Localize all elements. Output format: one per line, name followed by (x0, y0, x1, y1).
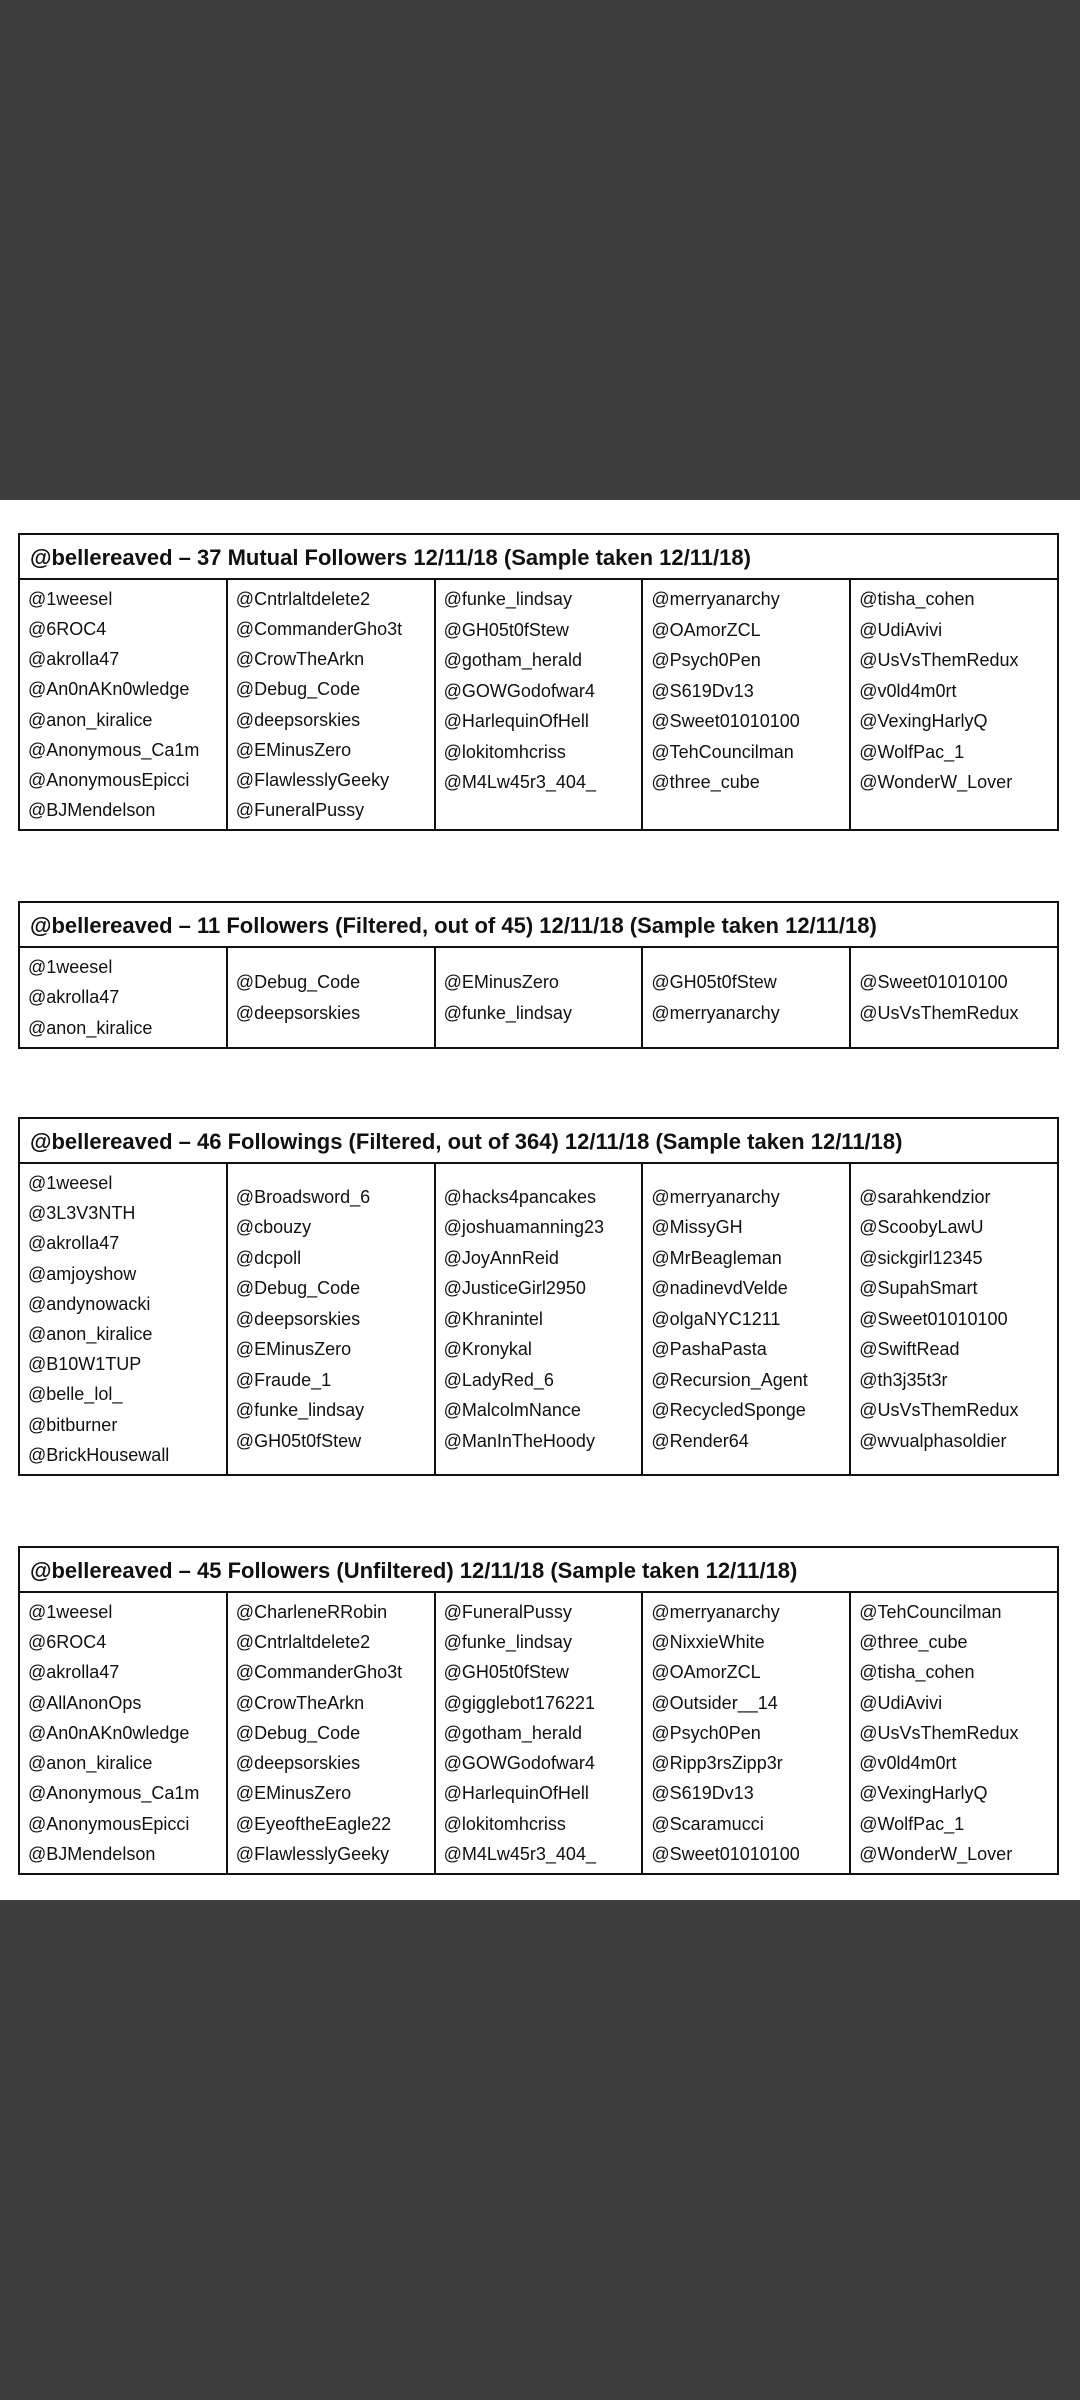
table-cell: @CrowTheArkn (235, 649, 365, 670)
table-cell: @JusticeGirl2950 (443, 1278, 586, 1299)
table-cell: @Anonymous_Ca1m (28, 1783, 200, 1804)
table-column (228, 1593, 436, 1873)
table-cell: @joshuamanning23 (443, 1217, 604, 1238)
table-body (20, 948, 1057, 1047)
table-column (436, 1593, 644, 1873)
table-cell: @HarlequinOfHell (443, 1783, 589, 1804)
table-cell: @Debug_Code (235, 1278, 361, 1299)
table-cell: @belle_lol_ (28, 1384, 123, 1405)
unfiltered-followers-table (18, 1546, 1059, 1875)
table-cell: @anon_kiralice (28, 709, 153, 730)
table-cell: @FlawlesslyGeeky (235, 769, 390, 790)
table-cell: @deepsorskies (235, 1002, 361, 1023)
table-cell: @tisha_cohen (859, 589, 975, 609)
table-cell: @1weesel (28, 1602, 113, 1623)
table-cell: @anon_kiralice (28, 1324, 153, 1344)
table-cell: @An0nAKn0wledge (28, 1722, 190, 1743)
table-cell: @merryanarchy (651, 589, 780, 609)
table-cell: @VexingHarlyQ (859, 711, 988, 731)
table-cell: @FuneralPussy (235, 799, 365, 820)
table-cell: @EyeoftheEagle22 (235, 1813, 392, 1834)
table-cell: @CommanderGho3t (235, 619, 403, 640)
table-column (20, 948, 228, 1047)
table-cell: @TehCouncilman (859, 1602, 1002, 1623)
table-cell: @OAmorZCL (651, 1662, 761, 1683)
table-cell: @RecycledSponge (651, 1400, 806, 1421)
table-cell: @Recursion_Agent (651, 1369, 808, 1390)
table-cell: @Psych0Pen (651, 1722, 761, 1743)
table-cell: @UsVsThemRedux (859, 1002, 1019, 1023)
table-cell: @OAmorZCL (651, 619, 761, 640)
table-cell: @FlawlesslyGeeky (235, 1843, 390, 1864)
table-column (436, 1164, 644, 1474)
table-cell: @BJMendelson (28, 799, 156, 820)
table-cell: @Sweet01010100 (651, 711, 800, 731)
table-column (851, 580, 1057, 829)
table-cell: @funke_lindsay (443, 1002, 572, 1023)
table-cell: @GOWGodofwar4 (443, 680, 595, 701)
table-cell: @LadyRed_6 (443, 1369, 554, 1390)
table-column (851, 948, 1057, 1047)
table-cell: @sarahkendzior (859, 1186, 991, 1207)
table-cell: @akrolla47 (28, 987, 120, 1008)
table-cell: @merryanarchy (651, 1002, 780, 1023)
table-cell: @Cntrlaltdelete2 (235, 589, 371, 609)
table-cell: @akrolla47 (28, 1233, 120, 1254)
mutual-followers-table (18, 533, 1059, 831)
table-cell: @1weesel (28, 589, 113, 609)
table-cell: @three_cube (651, 772, 760, 792)
filtered-followers-table (18, 901, 1059, 1049)
table-column (643, 1164, 851, 1474)
table-cell: @v0ld4m0rt (859, 680, 957, 701)
table-cell: @Broadsword_6 (235, 1186, 371, 1207)
table-cell: @UdiAvivi (859, 619, 943, 640)
table-cell: @deepsorskies (235, 1753, 361, 1774)
table-column (851, 1593, 1057, 1873)
table-cell: @MrBeagleman (651, 1247, 782, 1268)
table-cell: @EMinusZero (235, 1783, 352, 1804)
table-cell: @Render64 (651, 1430, 749, 1451)
table-cell: @1weesel (28, 957, 113, 977)
table-cell: @S619Dv13 (651, 1783, 754, 1804)
table-cell: @three_cube (859, 1632, 968, 1653)
table-column (436, 580, 644, 829)
table-cell: @nadinevdVelde (651, 1278, 788, 1299)
table-cell: @dcpoll (235, 1247, 302, 1268)
table-cell: @UsVsThemRedux (859, 1722, 1019, 1743)
table-cell: @merryanarchy (651, 1186, 780, 1207)
table-cell: @WolfPac_1 (859, 741, 965, 762)
table-column (851, 1164, 1057, 1474)
table-cell: @TehCouncilman (651, 741, 794, 762)
table-cell: @Cntrlaltdelete2 (235, 1632, 371, 1653)
table-column (20, 1593, 228, 1873)
table-cell: @AnonymousEpicci (28, 769, 190, 790)
table-cell: @BJMendelson (28, 1843, 156, 1864)
table-cell: @3L3V3NTH (28, 1203, 136, 1224)
table-cell: @ScoobyLawU (859, 1217, 984, 1238)
table-cell: @CrowTheArkn (235, 1692, 365, 1713)
table-cell: @lokitomhcriss (443, 1813, 566, 1834)
table-cell: @MissyGH (651, 1217, 743, 1238)
table-cell: @Outsider__14 (651, 1692, 778, 1713)
table-cell: @SwiftRead (859, 1339, 960, 1360)
table-cell: @EMinusZero (443, 972, 559, 992)
table-cell: @Debug_Code (235, 972, 361, 992)
table-cell: @Kronykal (443, 1339, 532, 1360)
table-cell: @SupahSmart (859, 1278, 978, 1299)
table-cell: @FuneralPussy (443, 1602, 572, 1623)
table-body (20, 1593, 1057, 1873)
table-cell: @Khranintel (443, 1308, 543, 1329)
table-cell: @deepsorskies (235, 709, 361, 730)
table-cell: @UsVsThemRedux (859, 1400, 1019, 1421)
table-cell: @akrolla47 (28, 649, 120, 670)
table-cell: @UsVsThemRedux (859, 650, 1019, 670)
table-cell: @PashaPasta (651, 1339, 767, 1360)
table-cell: @Scaramucci (651, 1813, 764, 1834)
table-title: @bellereaved – 45 Followers (Unfiltered) 12/11/18 (Sample taken 12/11/18) (20, 1548, 1057, 1593)
table-cell: @Psych0Pen (651, 650, 761, 670)
table-cell: @GH05t0fStew (235, 1430, 362, 1451)
table-cell: @tisha_cohen (859, 1662, 975, 1683)
table-cell: @B10W1TUP (28, 1354, 142, 1375)
table-cell: @Debug_Code (235, 679, 361, 700)
table-cell: @WonderW_Lover (859, 1843, 1013, 1864)
table-body (20, 580, 1057, 829)
table-cell: @6ROC4 (28, 1632, 107, 1653)
table-cell: @gotham_herald (443, 650, 582, 670)
table-cell: @GH05t0fStew (443, 1662, 569, 1683)
table-cell: @6ROC4 (28, 619, 107, 640)
table-cell: @Sweet01010100 (859, 972, 1008, 992)
table-cell: @ManInTheHoody (443, 1430, 595, 1451)
table-cell: @akrolla47 (28, 1662, 120, 1683)
table-cell: @Ripp3rsZipp3r (651, 1753, 783, 1774)
table-cell: @gotham_herald (443, 1722, 582, 1743)
table-cell: @th3j35t3r (859, 1369, 948, 1390)
table-cell: @MalcolmNance (443, 1400, 581, 1421)
table-column (643, 1593, 851, 1873)
table-column (20, 1164, 228, 1474)
table-cell: @NixxieWhite (651, 1632, 765, 1653)
table-cell: @Anonymous_Ca1m (28, 739, 200, 760)
table-cell: @cbouzy (235, 1217, 312, 1238)
table-cell: @funke_lindsay (443, 1632, 572, 1653)
table-cell: @deepsorskies (235, 1308, 361, 1329)
table-cell: @UdiAvivi (859, 1692, 943, 1713)
table-cell: @sickgirl12345 (859, 1247, 983, 1268)
table-cell: @andynowacki (28, 1293, 151, 1314)
table-cell: @Sweet01010100 (859, 1308, 1008, 1329)
table-column (643, 580, 851, 829)
table-cell: @CommanderGho3t (235, 1662, 403, 1683)
table-column (228, 580, 436, 829)
table-cell: @anon_kiralice (28, 1017, 153, 1038)
table-cell: @BrickHousewall (28, 1444, 170, 1465)
table-cell: @1weesel (28, 1172, 113, 1193)
table-cell: @Fraude_1 (235, 1369, 332, 1390)
table-cell: @wvualphasoldier (859, 1430, 1007, 1451)
table-cell: @bitburner (28, 1414, 118, 1435)
table-cell: @amjoyshow (28, 1263, 137, 1284)
table-cell: @gigglebot176221 (443, 1692, 595, 1713)
table-column (228, 1164, 436, 1474)
table-cell: @EMinusZero (235, 1339, 352, 1360)
table-column (20, 580, 228, 829)
table-cell: @M4Lw45r3_404_ (443, 772, 596, 792)
table-column (436, 948, 644, 1047)
table-cell: @An0nAKn0wledge (28, 679, 190, 700)
document-image[interactable] (0, 500, 1080, 1900)
table-cell: @Sweet01010100 (651, 1843, 800, 1864)
table-cell: @JoyAnnReid (443, 1247, 559, 1268)
table-column (228, 948, 436, 1047)
table-cell: @funke_lindsay (235, 1400, 365, 1421)
table-cell: @CharleneRRobin (235, 1602, 388, 1623)
table-cell: @anon_kiralice (28, 1753, 153, 1774)
table-cell: @hacks4pancakes (443, 1186, 596, 1207)
table-cell: @GOWGodofwar4 (443, 1753, 595, 1774)
table-cell: @funke_lindsay (443, 589, 572, 609)
table-cell: @GH05t0fStew (443, 619, 569, 640)
table-cell: @VexingHarlyQ (859, 1783, 988, 1804)
table-cell: @WonderW_Lover (859, 772, 1013, 792)
table-cell: @AllAnonOps (28, 1692, 142, 1713)
table-cell: @EMinusZero (235, 739, 352, 760)
table-cell: @GH05t0fStew (651, 972, 777, 992)
table-cell: @lokitomhcriss (443, 741, 566, 762)
table-title: @bellereaved – 46 Followings (Filtered, out of 364) 12/11/18 (Sample taken 12/11/18) (20, 1119, 1057, 1164)
table-title: @bellereaved – 37 Mutual Followers 12/11/18 (Sample taken 12/11/18) (20, 535, 1057, 580)
table-body (20, 1164, 1057, 1474)
filtered-followings-table (18, 1117, 1059, 1476)
table-cell: @AnonymousEpicci (28, 1813, 190, 1834)
table-cell: @v0ld4m0rt (859, 1753, 957, 1774)
table-cell: @HarlequinOfHell (443, 711, 589, 731)
table-cell: @M4Lw45r3_404_ (443, 1843, 596, 1864)
table-cell: @merryanarchy (651, 1602, 780, 1623)
table-cell: @Debug_Code (235, 1722, 361, 1743)
table-cell: @WolfPac_1 (859, 1813, 965, 1834)
table-cell: @olgaNYC1211 (651, 1308, 781, 1329)
table-column (643, 948, 851, 1047)
table-cell: @S619Dv13 (651, 680, 754, 701)
table-title: @bellereaved – 11 Followers (Filtered, out of 45) 12/11/18 (Sample taken 12/11/18) (20, 903, 1057, 948)
